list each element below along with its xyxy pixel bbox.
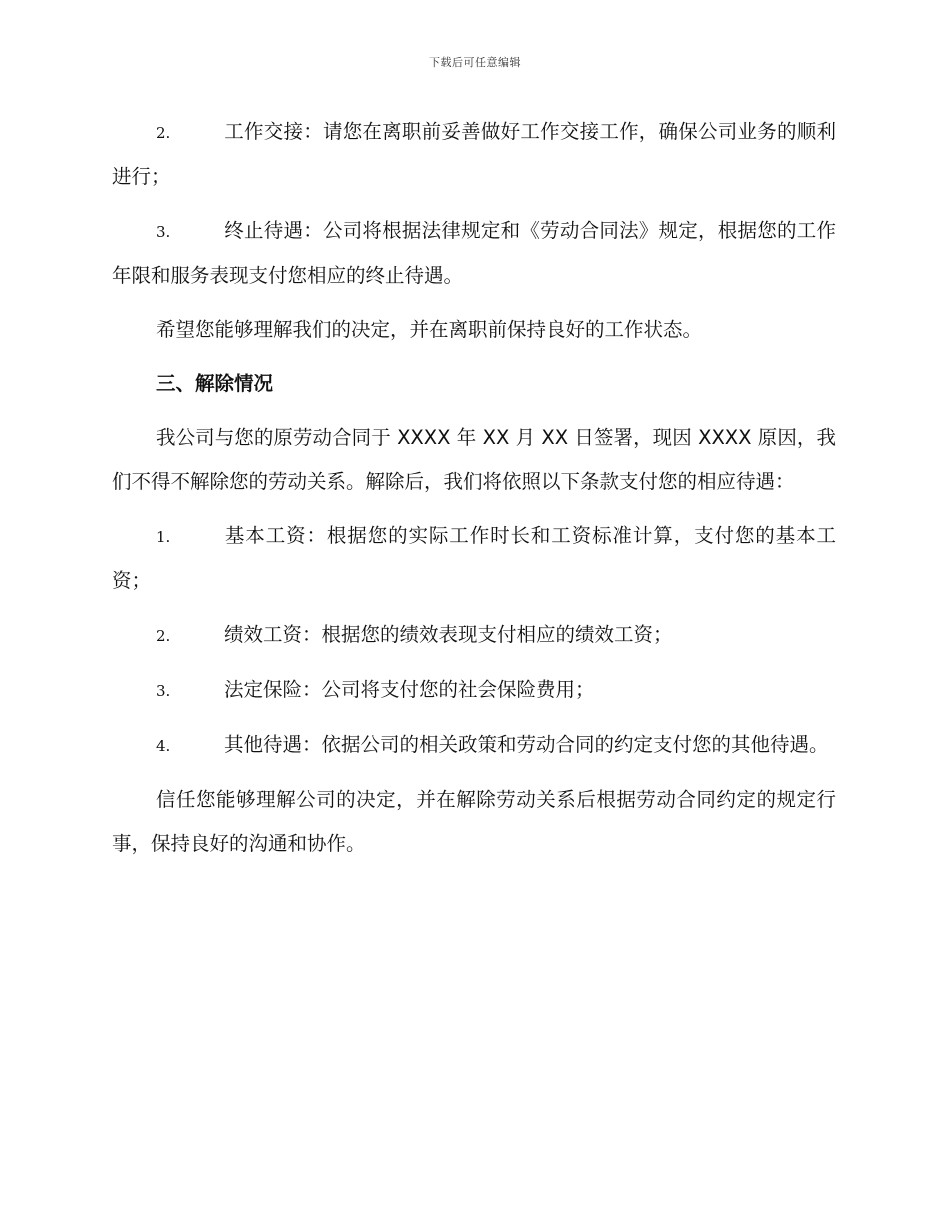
list-number: 2.: [156, 124, 171, 142]
list-item: [112, 668, 836, 713]
closing-paragraph: 信任您能够理解公司的决定，并在解除劳动关系后根据劳动合同约定的规定行事，保持良好的沟通和协作。: [112, 788, 836, 855]
section-heading: 三、解除情况: [156, 372, 274, 395]
list-text: 工作交接：请您在离职前妥善做好工作交接工作，确保公司业务的顺利进行；: [112, 120, 836, 188]
document-body: [112, 110, 836, 876]
closing-paragraph: 希望您能够理解我们的决定，并在离职前保持良好的工作状态。: [156, 318, 703, 341]
list-number: 4.: [156, 737, 171, 755]
list-number: 1.: [156, 528, 171, 546]
list-number: 3.: [156, 223, 171, 241]
list-item: [112, 613, 836, 658]
list-text: 绩效工资：根据您的绩效表现支付相应的绩效工资；: [224, 623, 673, 646]
list-text: 法定保险：公司将支付您的社会保险费用；: [224, 678, 595, 701]
list-item: [112, 110, 836, 199]
list-number: 3.: [156, 682, 171, 700]
page-header: 下载后可任意编辑: [429, 56, 521, 69]
list-text: 其他待遇：依据公司的相关政策和劳动合同的约定支付您的其他待遇。: [224, 733, 829, 756]
list-item: [112, 209, 836, 298]
list-number: 2.: [156, 627, 171, 645]
list-item: [112, 514, 836, 603]
list-text: 终止待遇：公司将根据法律规定和《劳动合同法》规定，根据您的工作年限和服务表现支付您相应的终止待遇。: [112, 219, 836, 287]
list-item: [112, 723, 836, 768]
intro-paragraph: 我公司与您的原劳动合同于 XXXX 年 XX 月 XX 日签署，现因 XXXX 原因，我们不得不解除您的劳动关系。解除后，我们将依照以下条款支付您的相应待遇：: [112, 426, 836, 493]
list-text: 基本工资：根据您的实际工作时长和工资标准计算，支付您的基本工资；: [112, 524, 836, 592]
